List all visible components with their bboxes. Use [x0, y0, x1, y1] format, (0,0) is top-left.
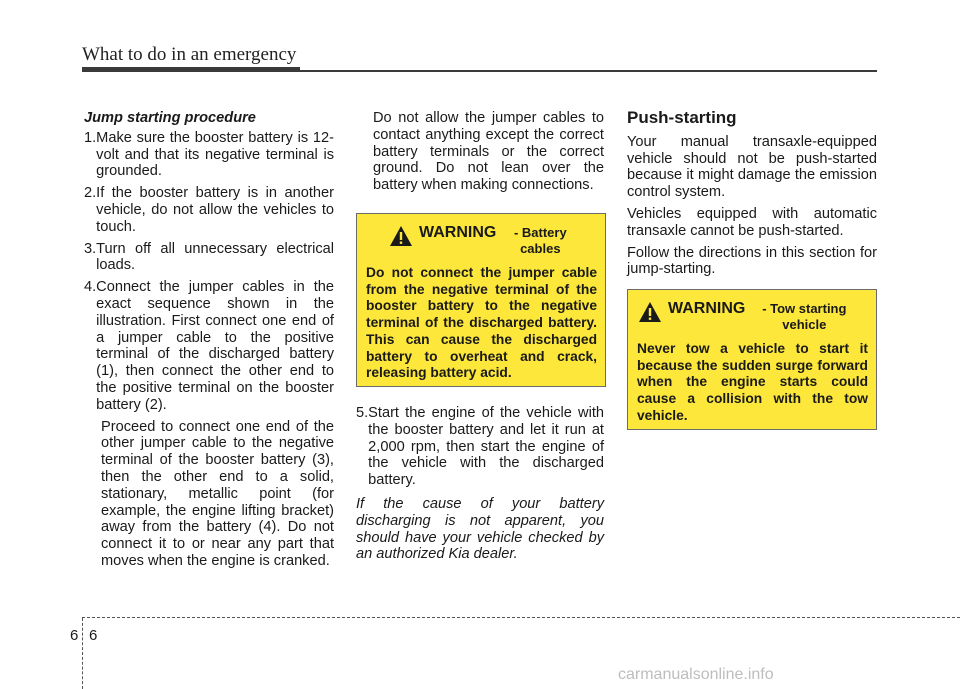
list-item — [84, 279, 334, 418]
warning-subtitle: - Tow starting vehicle — [762, 301, 847, 332]
watermark: carmanualsonline.info — [618, 666, 774, 683]
section-number: 6 — [70, 627, 79, 644]
column-1 — [84, 110, 334, 575]
jumper-cable-caution: Do not allow the jumper cables to contact anything except the correct battery terminals or the correct ground. Do not lean over the battery when making connections. — [373, 110, 604, 194]
step-text: Turn off all unnecessary electrical loads. — [96, 240, 334, 274]
footer-divider — [82, 618, 83, 689]
step-text: Connect the jumper cables in the exact sequence shown in the illustration. First connect one end of a jumper cable to the positive terminal of the discharged battery (1), then connect the other end to the positive terminal on the booster battery (2). — [96, 279, 334, 413]
footer-rule — [82, 617, 960, 618]
step-number: 5. — [356, 405, 369, 421]
list-item — [84, 241, 334, 280]
warning-label: WARNING — [668, 300, 746, 317]
paragraph: Follow the directions in this section for jump-starting. — [627, 244, 877, 278]
warning-subtitle: - Battery cables — [513, 225, 567, 256]
step-number: 3. — [84, 240, 97, 257]
step-number: 1. — [84, 129, 97, 146]
warning-box-tow-starting — [627, 289, 877, 430]
header-rule-thick — [82, 67, 300, 72]
list-item — [356, 405, 604, 494]
step-text: Make sure the booster battery is 12-volt and that its negative terminal is grounded. — [96, 129, 334, 180]
warning-header — [389, 224, 580, 257]
warning-label: WARNING — [419, 224, 497, 241]
paragraph: Vehicles equipped with automatic transaxle cannot be push-started. — [627, 205, 877, 239]
step-number: 2. — [84, 185, 97, 202]
warning-triangle-icon — [638, 300, 662, 324]
dealer-note: If the cause of your battery discharging is not apparent, you should have your vehicle checked by an authorized Kia dealer. — [356, 495, 604, 563]
step-4-continuation: Proceed to connect one end of the other jumper cable to the negative terminal of the booster battery (3), then the other end to a solid, stationary, metallic point (for example, the engine lifting bracket) away from the battery (4). Do not connect it to or near any part that moves when the engine is cranked. — [101, 418, 334, 569]
list-item — [84, 185, 334, 240]
warning-header — [638, 300, 859, 333]
column-2-lower — [356, 405, 604, 568]
column-3 — [627, 110, 877, 283]
warning-triangle-icon — [389, 224, 413, 248]
paragraph: Your manual transaxle-equipped vehicle should not be push-started because it might damage the emission control system. — [627, 133, 877, 201]
warning-body: Never tow a vehicle to start it because the sudden surge forward when the engine starts could cause a collision with the tow vehicle. — [637, 341, 868, 423]
step-text: If the booster battery is in another vehicle, do not allow the vehicles to touch. — [96, 185, 334, 235]
page-header-title: What to do in an emergency — [82, 44, 297, 65]
column-2 — [356, 110, 604, 199]
page-number: 6 — [89, 627, 98, 644]
heading-push-starting: Push-starting — [627, 108, 737, 127]
header-rule-thin — [300, 70, 877, 72]
step-number: 4. — [84, 279, 97, 296]
list-item — [84, 130, 334, 185]
subheading-jump-starting: Jump starting procedure — [84, 110, 256, 126]
step-text: Start the engine of the vehicle with the booster battery and let it run at 2,000 rpm, then start the engine of the vehicle with the discharged battery. — [368, 405, 604, 489]
warning-body: Do not connect the jumper cable from the negative terminal of the booster battery to the negative terminal of the discharged battery. This can cause the discharged battery to overheat and crack, releasing battery acid. — [366, 265, 597, 381]
warning-box-battery-cables — [356, 213, 606, 387]
